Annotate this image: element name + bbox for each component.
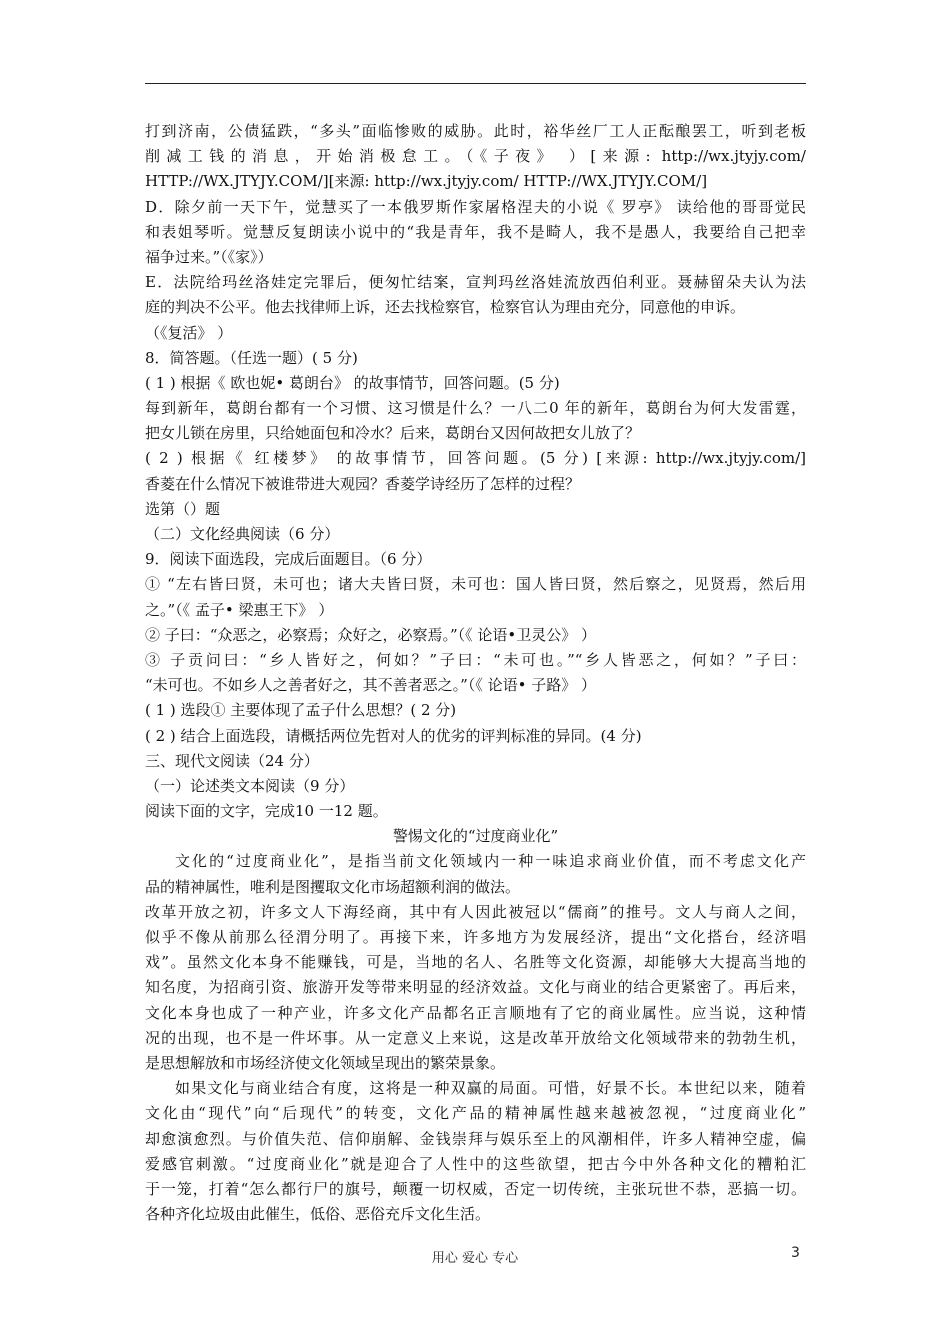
text-line: 庭的判决不公平。他去找律师上诉，还去找检察官，检察官认为理由充分，同意他的申诉。 <box>145 298 746 317</box>
text-line: 似乎不像从前那么径渭分明了。再接下来，许多地方为发展经济，提出“文化搭台，经济唱 <box>145 928 806 946</box>
text-line: D．除夕前一天下午，觉慧买了一本俄罗斯作家屠格涅夫的小说《 罗亭》 读给他的哥哥觉民 <box>145 197 806 216</box>
text-line: 选第（）题 <box>145 499 221 518</box>
text-line: 况的出现，也不是一件坏事。从一定意义上来说，这是改革开放给文化领域带来的勃勃生机， <box>145 1028 806 1047</box>
text-line: 打到济南，公债猛跌，“多头”面临惨败的威胁。此时，裕华丝厂工人正酝酿罢工，听到老板 <box>145 122 806 140</box>
text-line: 之。”（《 孟子• 梁惠王下》 ） <box>145 600 334 619</box>
text-line: ( 2 ) 根据《 红楼梦》 的故事情节，回答问题。(5 分) [来源: http://wx.jtyjy.com/] <box>145 449 806 468</box>
text-line: 三、现代文阅读（24 分） <box>145 751 319 770</box>
text-line: 香菱在什么情况下被谁带进大观园？香菱学诗经历了怎样的过程？ <box>145 474 581 493</box>
text-line: ( 1 ) 选段① 主要体现了孟子什么思想？( 2 分) <box>145 701 457 720</box>
text-line: 爱感官刺激。“过度商业化”就是迎合了人性中的这些欲望，把古今中外各种文化的糟粕汇 <box>145 1154 806 1173</box>
text-line: 削减工钱的消息，开始消极怠工。（《子夜》 ）[来源: http://wx.jtyjy.com/ <box>145 147 806 166</box>
text-line: 文化的“过度商业化”，是指当前文化领域内一种一味追求商业价值，而不考虑文化产 <box>175 852 806 871</box>
text-line: 戏”。虽然文化本身不能赚钱，可是，当地的名人、名胜等文化资源，却能够大大提高当地的 <box>145 953 806 972</box>
text-line: （二）文化经典阅读（6 分） <box>145 525 340 543</box>
article-title: 警惕文化的“过度商业化” <box>392 827 559 846</box>
text-line: （《复活》 ） <box>145 323 233 342</box>
header-rule <box>145 83 806 84</box>
text-line: 每到新年，葛朗台都有一个习惯、这习惯是什么？一八二0 年的新年，葛朗台为何大发雷霆， <box>145 399 806 418</box>
text-line: 把女儿锁在房里，只给她面包和冷水？后来，葛朗台又因何故把女儿放了？ <box>145 424 641 443</box>
text-line: “未可也。不如乡人之善者好之，其不善者恶之。”（《 论语• 子路》 ） <box>145 676 596 695</box>
text-line: 各种齐化垃圾由此催生，低俗、恶俗充斥文化生活。 <box>145 1205 491 1224</box>
page-number: 3 <box>791 1245 800 1261</box>
text-line: E．法院给玛丝洛娃定完罪后，便匆忙结案，宣判玛丝洛娃流放西伯利亚。聂赫留朵夫认为法 <box>145 273 806 292</box>
text-line: 阅读下面的文字，完成10 一12 题。 <box>145 802 388 821</box>
text-line: 如果文化与商业结合有度，这将是一种双赢的局面。可惜，好景不长。本世纪以来，随着 <box>175 1079 806 1098</box>
footer-text: 用心 爱心 专心 <box>431 1251 519 1266</box>
text-line: 8．简答题。（任选一题）( 5 分) <box>145 348 358 367</box>
text-line: 于一笼，打着“怎么都行尸的旗号，颠覆一切权威，否定一切传统，主张玩世不恭，恶搞一切。 <box>145 1179 806 1198</box>
text-line: 文化本身也成了一种产业，许多文化产品都名正言顺地有了它的商业属性。应当说，这种情 <box>145 1003 806 1022</box>
text-line: 福争过来。”（《家》） <box>145 247 273 266</box>
text-line: ( 1 ) 根据《 欧也妮• 葛朗台》 的故事情节，回答问题。(5 分) <box>145 373 560 392</box>
text-line: 文化由“现代”向“后现代”的转变，文化产品的精神属性越来越被忽视，“过度商业化” <box>145 1104 806 1123</box>
text-line: （一）论述类文本阅读（9 分） <box>145 776 355 795</box>
text-line: 9．阅读下面选段，完成后面题目。（6 分） <box>145 550 432 569</box>
text-line: 是思想解放和市场经济使文化领域呈现出的繁荣景象。 <box>145 1053 506 1072</box>
text-line: ② 子曰：“众恶之，必察焉；众好之，必察焉。”（《 论语•卫灵公》 ） <box>145 625 596 644</box>
text-line: HTTP://WX.JTYJY.COM/][来源: http://wx.jtyjy.com/ HTTP://WX.JTYJY.COM/] <box>145 172 708 191</box>
text-line: ( 2 ) 结合上面选段，请概括两位先哲对人的优劣的评判标准的异同。(4 分) <box>145 726 642 745</box>
text-line: 改革开放之初，许多文人下海经商，其中有人因此被冠以“儒商”的推号。文人与商人之间， <box>145 902 806 921</box>
text-line: ① “左右皆曰贤，未可也；诸大夫皆曰贤，未可也：国人皆曰贤，然后察之，见贤焉，然后用 <box>145 575 806 594</box>
text-line: 知名度，为招商引资、旅游开发等带来明显的经济效益。文化与商业的结合更紧密了。再后来， <box>145 978 806 997</box>
text-line: ③ 子贡问曰：“乡人皆好之，何如？”子曰：“未可也。”“乡人皆恶之，何如？”子曰： <box>145 650 806 669</box>
text-line: 和表姐琴听。觉慧反复朗读小说中的“我是青年，我不是畸人，我不是愚人，我要给自己把幸 <box>145 222 806 241</box>
text-line: 却愈演愈烈。与价值失范、信仰崩解、金钱崇拜与娱乐至上的风潮相伴，许多人精神空虚，偏 <box>145 1129 806 1148</box>
document-body <box>145 119 806 1227</box>
text-line: 品的精神属性，唯利是图攫取文化市场超额利润的做法。 <box>145 877 521 896</box>
